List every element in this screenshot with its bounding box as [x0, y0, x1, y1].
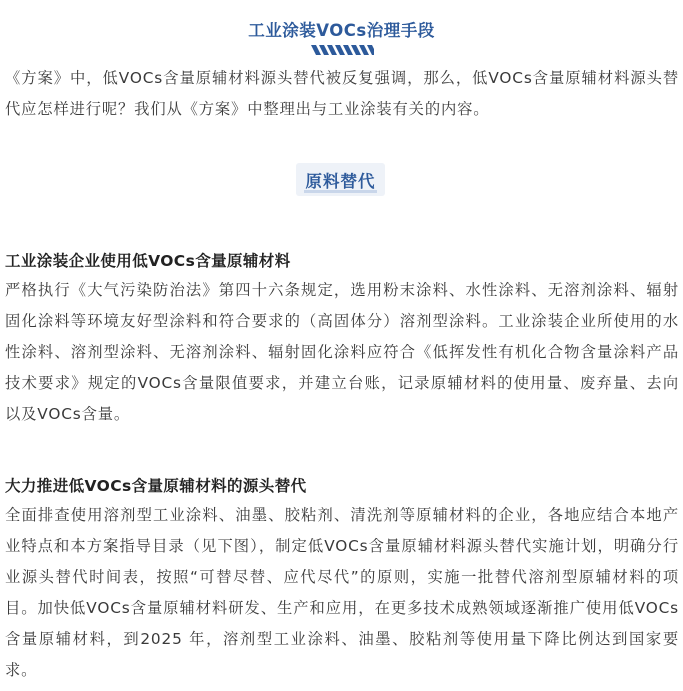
body-paragraph-1: 严格执行《大气污染防治法》第四十六条规定，选用粉末涂料、水性涂料、无溶剂涂料、辐射固化涂料等环境友好型涂料和符合要求的（高固体分）溶剂型涂料。工业涂装企业所使用的水性涂料、溶剂型涂料、无溶剂涂料、辐射固化涂料应符合《低挥发性有机化合物含量涂料产品技术要求》规定的VOCs含量限值要求，并建立台账，记录原辅材料的使用量、废弃量、去向以及VOCs含量。	[5, 281, 679, 423]
subheading-2: 大力推进低VOCs含量原辅材料的源头替代	[5, 477, 307, 495]
stripe-decoration-icon	[311, 45, 374, 55]
section-title-badge	[296, 163, 385, 196]
header-title: 工业涂装VOCs治理手段	[248, 21, 435, 40]
body-paragraph-2: 全面排查使用溶剂型工业涂料、油墨、胶粘剂、清洗剂等原辅材料的企业，各地应结合本地产业特点和本方案指导目录（见下图），制定低VOCs含量原辅材料源头替代实施计划，明确分行业源头替代时间表，按照“可替尽替、应代尽代”的原则，实施一批替代溶剂型原辅材料的项目。加快低VOCs含量原辅材料研发、生产和应用，在更多技术成熟领域逐渐推广使用低VOCs含量原辅材料，到2025 年，溶剂型工业涂料、油墨、胶粘剂等使用量下降比例达到国家要求。	[5, 506, 679, 679]
subheading-1: 工业涂装企业使用低VOCs含量原辅材料	[5, 252, 291, 270]
section-title: 原料替代	[305, 171, 376, 191]
intro-paragraph: 《方案》中，低VOCs含量原辅材料源头替代被反复强调，那么，低VOCs含量原辅材料源头替代应怎样进行呢？我们从《方案》中整理出与工业涂装有关的内容。	[5, 69, 679, 118]
